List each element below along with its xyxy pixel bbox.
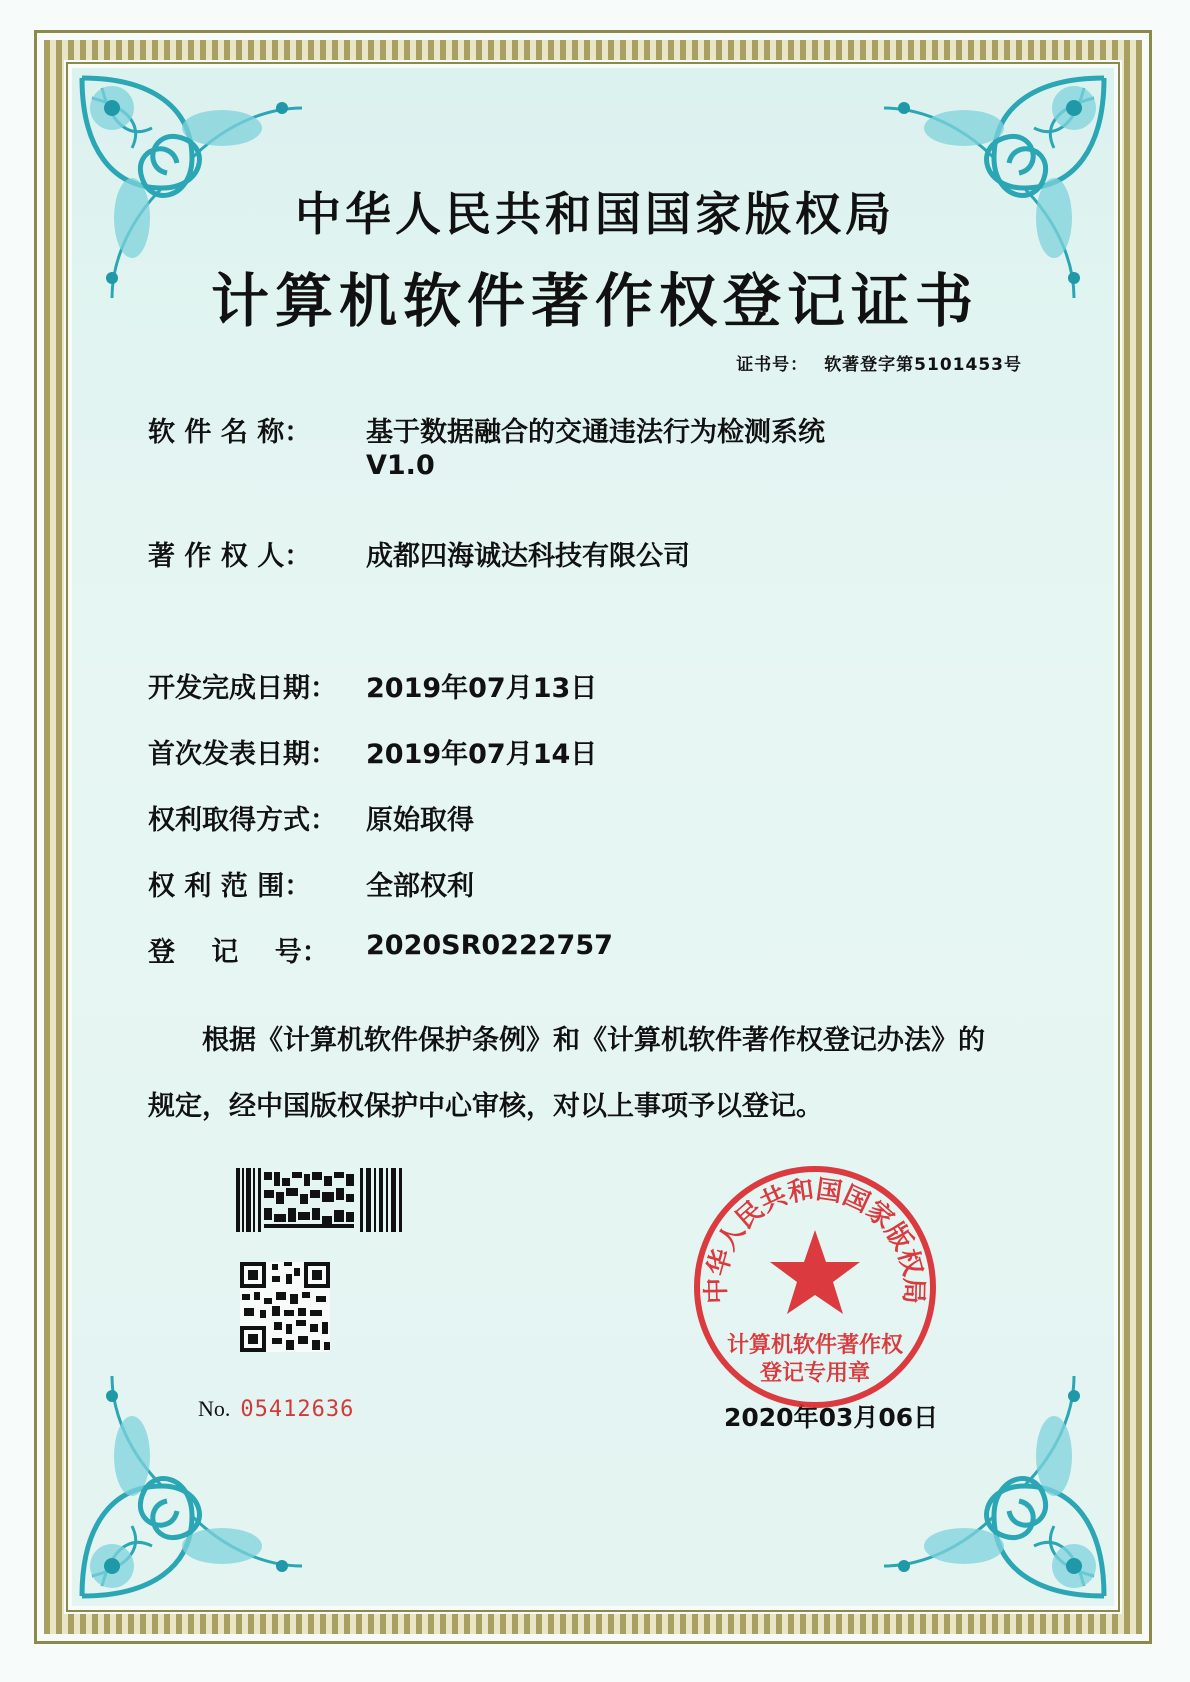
rights-scope-value: 全部权利	[366, 871, 474, 902]
software-version-value: V1.0	[366, 450, 435, 481]
registration-number-value: 2020SR0222757	[366, 930, 613, 961]
issuing-authority: 中华人民共和国国家版权局	[295, 187, 895, 241]
acquisition-method-value: 原始取得	[366, 805, 474, 836]
seal-inner-line-2: 登记专用章	[759, 1361, 871, 1386]
copyright-owner-label: 著 作 权 人：	[148, 541, 312, 572]
acquisition-method-label: 权利取得方式：	[148, 805, 337, 836]
development-date-label: 开发完成日期：	[148, 673, 337, 704]
first-publication-date-value: 2019年07月14日	[366, 739, 598, 770]
certificate-serial	[198, 1396, 354, 1422]
certificate-number-value: 软著登字第5101453号	[824, 355, 1022, 375]
statement-line-2: 规定，经中国版权保护中心审核，对以上事项予以登记。	[148, 1091, 823, 1122]
registration-statement	[148, 1008, 1048, 1140]
rights-scope-label: 权 利 范 围：	[148, 871, 312, 902]
development-date-value: 2019年07月13日	[366, 673, 598, 704]
seal-star-icon	[770, 1230, 860, 1314]
official-seal	[690, 1162, 940, 1412]
serial-prefix: No.	[198, 1396, 231, 1421]
barcode	[236, 1168, 406, 1232]
statement-line-1: 根据《计算机软件保护条例》和《计算机软件著作权登记办法》的	[202, 1025, 985, 1056]
certificate-number	[736, 350, 1022, 375]
copyright-owner-value: 成都四海诚达科技有限公司	[366, 541, 690, 572]
certificate-number-label: 证书号：	[736, 355, 809, 375]
seal-inner-line-1: 计算机软件著作权	[726, 1333, 904, 1358]
serial-number: 05412636	[240, 1397, 355, 1422]
registration-number-label: 登 记 号：	[148, 937, 329, 968]
certificate-title: 计算机软件著作权登记证书	[210, 267, 979, 335]
software-name-value: 基于数据融合的交通违法行为检测系统	[366, 417, 825, 448]
first-publication-date-label: 首次发表日期：	[148, 739, 337, 770]
seal-outer-text: 中华人民共和国国家版权局	[701, 1174, 929, 1305]
software-name-label: 软 件 名 称：	[148, 417, 312, 448]
issue-date: 2020年03月06日	[724, 1403, 939, 1432]
qr-code	[240, 1262, 330, 1352]
